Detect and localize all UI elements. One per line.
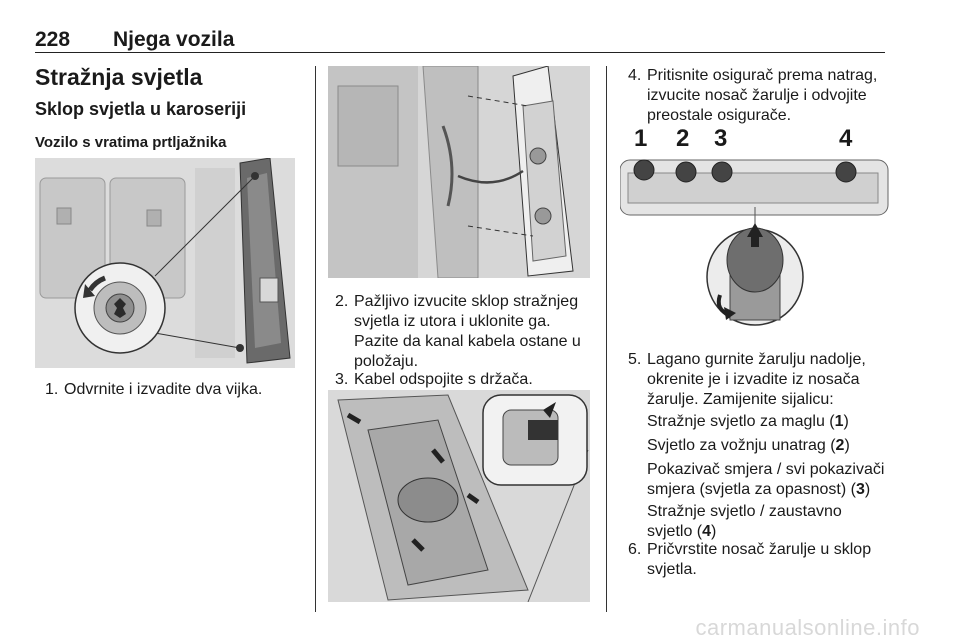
callout-label-3: 3: [714, 125, 728, 152]
bulb-close: ): [864, 481, 871, 498]
bulb-number: 4: [702, 523, 712, 540]
watermark: carmanualsonline.info: [695, 615, 920, 640]
step-6: [628, 540, 890, 580]
step-text: Lagano gurnite žarulju nadolje, okrenite je i izvadite iz nosača žarulje. Zamijenite sijalicu:: [647, 351, 866, 408]
step-3: [335, 370, 595, 390]
section-title: Stražnja svjetla: [35, 64, 203, 90]
figure-cable-detach: [328, 390, 590, 602]
bulb-label: Stražnje svjetlo za maglu (: [647, 413, 835, 430]
step-4: [628, 66, 890, 126]
step-2: [335, 292, 595, 372]
figure-light-removal-illustration: [328, 66, 590, 278]
page-header: [35, 22, 885, 53]
callout-label-1: 1: [634, 125, 648, 152]
step-1: [45, 380, 305, 400]
step-number: 1.: [45, 381, 59, 398]
section-subtitle: Sklop svjetla u karoseriji: [35, 99, 247, 119]
bulb-close: ): [711, 523, 717, 540]
figure-light-removal: [328, 66, 590, 278]
bulb-item-3: [647, 460, 890, 500]
column-divider-right: [606, 66, 607, 612]
step-number: 6.: [628, 541, 642, 558]
bulb-close: ): [844, 437, 850, 454]
bulb-item-1: [647, 412, 887, 432]
bulb-label: Pokazivač smjera / svi pokazivači smjera (svjetla za opasnost) (: [647, 461, 885, 498]
bulb-label: Svjetlo za vožnju unatrag (: [647, 437, 836, 454]
figure-screws: [35, 158, 295, 368]
figure-bulb-holder-illustration: [620, 125, 890, 335]
step-text: Kabel odspojite s držača.: [354, 371, 533, 388]
page-number: 228: [35, 28, 71, 51]
section-subsubtitle: Vozilo s vratima prtljažnika: [35, 134, 227, 151]
bulb-item-4: [647, 502, 857, 542]
step-number: 2.: [335, 293, 349, 310]
bulb-number: 1: [834, 413, 844, 430]
figure-screws-illustration: [35, 158, 295, 368]
step-text: Pažljivo izvucite sklop stražnjeg svjetla iz utora i uklonite ga. Pazite da kanal kabela ostane u položaju.: [354, 293, 581, 370]
callout-label-2: 2: [676, 125, 690, 152]
bulb-close: ): [843, 413, 849, 430]
step-number: 3.: [335, 371, 349, 388]
chapter-title: Njega vozila: [113, 28, 235, 51]
step-text: Odvrnite i izvadite dva vijka.: [64, 381, 263, 398]
step-number: 5.: [628, 351, 642, 368]
bulb-item-2: [647, 436, 887, 456]
step-text: Pričvrstite nosač žarulje u sklop svjetla.: [647, 541, 872, 578]
bulb-number: 2: [835, 437, 845, 454]
step-5: [628, 350, 890, 410]
column-divider-left: [315, 66, 316, 612]
step-number: 4.: [628, 67, 642, 84]
bulb-number: 3: [855, 481, 865, 498]
figure-bulb-holder: [620, 125, 890, 335]
figure-cable-detach-illustration: [328, 390, 590, 602]
callout-label-4: 4: [839, 125, 853, 152]
bulb-label: Stražnje svjetlo / zaustavno svjetlo (: [647, 503, 842, 540]
step-text: Pritisnite osigurač prema natrag, izvucite nosač žarulje i odvojite preostale osigurače.: [647, 67, 878, 124]
